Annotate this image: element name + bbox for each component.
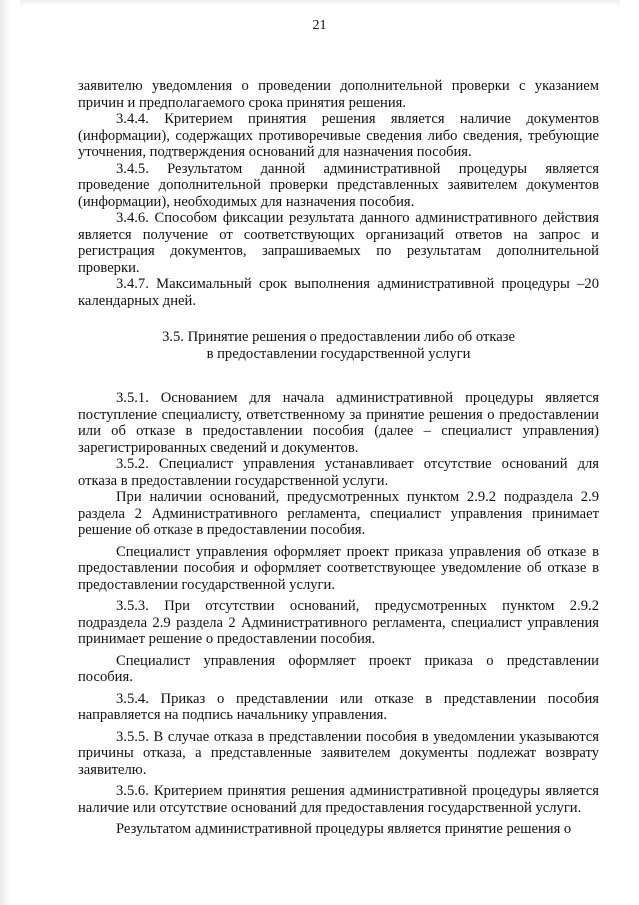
section-heading-3-5-line1: 3.5. Принятие решения о предоставлении либо об отказе (162, 329, 515, 345)
paragraph-continuation: заявителю уведомления о проведении дополнительной проверки с указанием причин и предполагаемого срока принятия решения. (78, 78, 599, 111)
document-body (78, 78, 599, 838)
paragraph-refusal-grounds: При наличии оснований, предусмотренных пунктом 2.9.2 подраздела 2.9 раздела 2 Административного регламента, специалист управления принимает решение об отказе в предоставлении пособия. (78, 489, 599, 538)
paragraph-refusal-order: Специалист управления оформляет проект приказа управления об отказе в предоставлении пособия и оформляет соответствующее уведомление об отказе в предоставлении государственной услуги. (78, 543, 599, 593)
paragraph-3-4-7: 3.4.7. Максимальный срок выполнения административной процедуры –20 календарных дней. (78, 276, 599, 309)
paragraph-3-4-4: 3.4.4. Критерием принятия решения является наличие документов (информации), содержащих противоречивые сведения либо сведения, требующие уточнения, подтверждения оснований для назначения пособия. (78, 111, 599, 160)
paragraph-3-5-4: 3.5.4. Приказ о представлении или отказе в представлении пособия направляется на подпись начальнику управления. (78, 690, 599, 723)
page-number: 21 (312, 18, 327, 33)
paragraph-3-5-3: 3.5.3. При отсутствии оснований, предусмотренных пунктом 2.9.2 подраздела 2.9 раздела 2 Административного регламента, специалист управления принимает решение о предоставлении пособия. (78, 598, 599, 647)
paragraph-3-5-5: 3.5.5. В случае отказа в представлении пособия в уведомлении указываются причины отказа, а представленные заявителем документы подлежат возврату заявителю. (78, 728, 599, 778)
paragraph-result: Результатом административной процедуры является принятие решения о (116, 821, 572, 837)
paragraph-3-5-1: 3.5.1. Основанием для начала административной процедуры является поступление специалисту, ответственному за принятие решения о предоставлении или об отказе в предоставлении пособия (далее – специалист управления) зарегистрированных сведений и документов. (78, 390, 599, 456)
paragraph-3-5-2: 3.5.2. Специалист управления устанавливает отсутствие оснований для отказа в предоставлении государственной услуги. (78, 456, 599, 489)
paragraph-grant-order: Специалист управления оформляет проект приказа о представлении пособия. (78, 652, 599, 685)
paragraph-3-4-6: 3.4.6. Способом фиксации результата данного административного действия является получение от соответствующих организаций ответов на запрос и регистрация документов, запрашиваемых по результатам дополнительной проверки. (78, 210, 599, 276)
scan-top-shadow (20, 0, 620, 6)
paragraph-3-4-5: 3.4.5. Результатом данной административной процедуры является проведение дополнительной проверки представленных заявителем документов (информации), необходимых для назначения пособия. (78, 160, 599, 210)
scan-edge-shadow (0, 0, 10, 905)
paragraph-3-5-6: 3.5.6. Критерием принятия решения административной процедуры является наличие или отсутствие оснований для предоставления государственной услуги. (78, 783, 599, 816)
section-heading-3-5-line2: в предоставлении государственной услуги (206, 345, 471, 362)
